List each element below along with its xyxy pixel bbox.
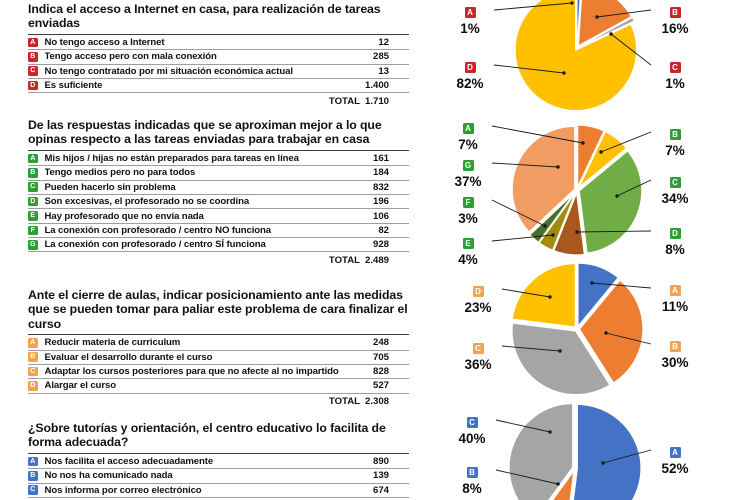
pie-label-letter-badge: A [463, 123, 474, 134]
total-label: TOTAL [328, 254, 360, 266]
pie-2-label-F [444, 192, 492, 227]
pie-chart-2 [492, 125, 651, 255]
question-title: Ante el cierre de aulas, indicar posicionamiento ante las medidas que se pueden tomar para paliar este problema de cara finalizar el curso [28, 288, 409, 335]
callout-dot-C [609, 32, 612, 35]
callout-dot-C [548, 430, 551, 433]
option-letter-badge: C [28, 182, 38, 192]
option-label: Es suficiente [44, 80, 103, 92]
option-label: Tengo medios pero no para todos [44, 167, 196, 179]
pie-4-label-C [448, 412, 496, 447]
option-value: 832 [372, 181, 389, 193]
total-value: 2.489 [364, 254, 389, 266]
callout-dot-E [551, 233, 554, 236]
option-value: 705 [372, 351, 389, 363]
pie-label-letter-badge: C [670, 177, 681, 188]
table-row [28, 79, 409, 93]
option-value: 184 [372, 167, 389, 179]
pie-chart-1 [494, 0, 651, 111]
option-label: Hay profesorado que no envía nada [44, 210, 204, 222]
callout-dot-F [543, 224, 546, 227]
option-label: Mis hijos / hijas no están preparados para tareas en línea [44, 152, 299, 164]
pie-label-letter-badge: A [670, 447, 681, 458]
pie-3-label-D [454, 281, 502, 316]
option-letter-badge: G [28, 240, 38, 250]
callout-dot-A [601, 461, 604, 464]
table-row [28, 166, 409, 180]
pie-label-letter-badge: C [467, 417, 478, 428]
table-row [28, 238, 409, 252]
pie-2-label-D [651, 223, 699, 258]
option-value: 674 [372, 484, 389, 496]
callout-dot-G [556, 165, 559, 168]
option-letter-badge: B [28, 168, 38, 178]
pie-label-percentage: 4% [458, 252, 478, 267]
option-letter-badge: C [28, 485, 38, 495]
callout-dot-A [590, 281, 593, 284]
table-row [28, 152, 409, 166]
option-label: Son excesivas, el profesorado no se coordina [44, 196, 250, 208]
pie-1-label-A [446, 2, 494, 37]
option-value: 161 [372, 152, 389, 164]
option-letter-badge: D [28, 381, 38, 391]
option-value: 1.400 [364, 80, 389, 92]
table-row [28, 351, 409, 365]
pie-4-label-B [448, 462, 496, 497]
pie-chart-4 [496, 403, 651, 500]
option-label: Pueden hacerlo sin problema [44, 181, 176, 193]
pie-label-letter-badge: B [670, 129, 681, 140]
option-label: No tengo contratado por mi situación económica actual [44, 65, 293, 77]
callout-dot-B [604, 331, 607, 334]
pie-label-percentage: 82% [456, 76, 484, 91]
option-letter-badge: F [28, 226, 38, 236]
pie-2-label-C [651, 172, 699, 207]
total-value: 1.710 [364, 95, 389, 107]
option-letter-badge: B [28, 352, 38, 362]
option-value: 828 [372, 366, 389, 378]
pie-2-label-G [444, 155, 492, 190]
pie-label-letter-badge: B [467, 467, 478, 478]
option-letter-badge: B [28, 471, 38, 481]
option-value: 106 [372, 210, 389, 222]
question-block-2 [28, 118, 409, 267]
question-block-4 [28, 421, 409, 498]
pie-label-letter-badge: D [465, 62, 476, 73]
pie-3-slice-D [512, 263, 575, 327]
option-label: Alargar el curso [44, 380, 116, 392]
callout-dot-D [575, 230, 578, 233]
pie-3-label-A [651, 280, 699, 315]
option-label: Nos facilita el acceso adecuadamente [44, 455, 214, 467]
options-table [28, 152, 409, 253]
callout-dot-B [599, 150, 602, 153]
question-title: ¿Sobre tutorías y orientación, el centro educativo lo facilita de forma adecuada? [28, 421, 409, 454]
question-block-3 [28, 288, 409, 409]
pie-1-label-B [651, 2, 699, 37]
pie-label-letter-badge: D [473, 286, 484, 297]
option-value: 139 [372, 470, 389, 482]
options-table [28, 36, 409, 94]
option-label: No nos ha comunicado nada [44, 470, 173, 482]
option-letter-badge: A [28, 457, 38, 467]
table-row [28, 195, 409, 209]
callout-dot-C [615, 194, 618, 197]
table-row [28, 365, 409, 379]
table-row [28, 50, 409, 64]
option-value: 285 [372, 51, 389, 63]
pie-1-label-C [651, 57, 699, 92]
options-table [28, 455, 409, 498]
question-title: De las respuestas indicadas que se aproximan mejor a lo que opinas respecto a las tareas enviadas para trabajar en casa [28, 118, 409, 151]
option-value: 890 [372, 455, 389, 467]
pie-label-percentage: 36% [464, 357, 492, 372]
option-value: 82 [378, 224, 389, 236]
pie-label-letter-badge: B [670, 341, 681, 352]
pie-label-letter-badge: A [465, 7, 476, 18]
option-label: Evaluar el desarrollo durante el curso [44, 351, 213, 363]
table-row [28, 379, 409, 393]
total-row [28, 94, 409, 108]
table-row [28, 181, 409, 195]
option-label: Tengo acceso pero con mala conexión [44, 51, 217, 63]
option-letter-badge: A [28, 38, 38, 48]
pie-4-slice-A [569, 404, 641, 500]
option-value: 196 [372, 196, 389, 208]
pie-label-percentage: 40% [458, 431, 486, 446]
total-row [28, 253, 409, 267]
pie-label-letter-badge: F [463, 197, 474, 208]
pie-label-letter-badge: C [473, 343, 484, 354]
total-row [28, 395, 409, 409]
pie-label-percentage: 3% [458, 211, 478, 226]
pie-label-percentage: 34% [661, 191, 689, 206]
question-title: Indica el acceso a Internet en casa, para realización de tareas enviadas [28, 2, 409, 35]
pie-3-label-C [454, 338, 502, 373]
callout-dot-B [595, 15, 598, 18]
option-letter-badge: D [28, 197, 38, 207]
pie-2-label-A [444, 118, 492, 153]
option-value: 928 [372, 239, 389, 251]
option-letter-badge: D [28, 81, 38, 91]
pie-1-label-D [446, 57, 494, 92]
pie-label-percentage: 1% [665, 76, 685, 91]
pie-label-letter-badge: G [463, 160, 474, 171]
option-letter-badge: B [28, 52, 38, 62]
pie-label-percentage: 37% [454, 174, 482, 189]
pie-label-percentage: 11% [661, 299, 689, 314]
pie-label-percentage: 52% [661, 461, 689, 476]
callout-dot-D [548, 295, 551, 298]
pie-label-percentage: 30% [661, 355, 689, 370]
question-block-1 [28, 2, 409, 108]
pie-label-letter-badge: B [670, 7, 681, 18]
pie-label-letter-badge: E [463, 238, 474, 249]
option-letter-badge: A [28, 338, 38, 348]
table-row [28, 65, 409, 79]
pie-chart-3 [502, 263, 651, 395]
option-letter-badge: E [28, 211, 38, 221]
option-value: 527 [372, 380, 389, 392]
pie-2-label-B [651, 124, 699, 159]
pie-label-percentage: 8% [462, 481, 482, 496]
callout-dot-A [581, 141, 584, 144]
option-label: Adaptar los cursos posteriores para que no afecte al no impartido [44, 366, 339, 378]
table-row [28, 469, 409, 483]
callout-dot-D [562, 71, 565, 74]
option-letter-badge: C [28, 66, 38, 76]
total-value: 2.308 [364, 396, 389, 408]
pie-label-letter-badge: A [670, 285, 681, 296]
total-label: TOTAL [328, 95, 360, 107]
callout-dot-C [558, 349, 561, 352]
pie-label-percentage: 16% [661, 21, 689, 36]
option-value: 248 [372, 337, 389, 349]
option-label: Nos informa por correo electrónico [44, 484, 202, 496]
option-label: No tengo acceso a Internet [44, 36, 165, 48]
option-label: Reducir materia de curriculum [44, 337, 181, 349]
option-label: La conexión con profesorado / centro NO funciona [44, 224, 272, 236]
option-value: 13 [378, 65, 389, 77]
callout-dot-B [556, 482, 559, 485]
pie-2-label-E [444, 233, 492, 268]
option-letter-badge: A [28, 154, 38, 164]
total-label: TOTAL [328, 396, 360, 408]
table-row [28, 336, 409, 350]
pie-label-letter-badge: D [670, 228, 681, 239]
pie-label-percentage: 1% [460, 21, 480, 36]
option-label: La conexión con profesorado / centro SÍ funciona [44, 239, 266, 251]
pie-label-percentage: 23% [464, 300, 492, 315]
pie-4-label-A [651, 442, 699, 477]
pie-label-percentage: 8% [665, 242, 685, 257]
option-letter-badge: C [28, 367, 38, 377]
table-row [28, 209, 409, 223]
table-row [28, 224, 409, 238]
table-row [28, 455, 409, 469]
pie-label-percentage: 7% [458, 137, 478, 152]
pie-label-letter-badge: C [670, 62, 681, 73]
options-table [28, 336, 409, 394]
pie-3-label-B [651, 336, 699, 371]
option-value: 12 [378, 36, 389, 48]
table-row [28, 36, 409, 50]
pie-label-percentage: 7% [665, 143, 685, 158]
callout-dot-A [570, 1, 573, 4]
table-row [28, 484, 409, 498]
